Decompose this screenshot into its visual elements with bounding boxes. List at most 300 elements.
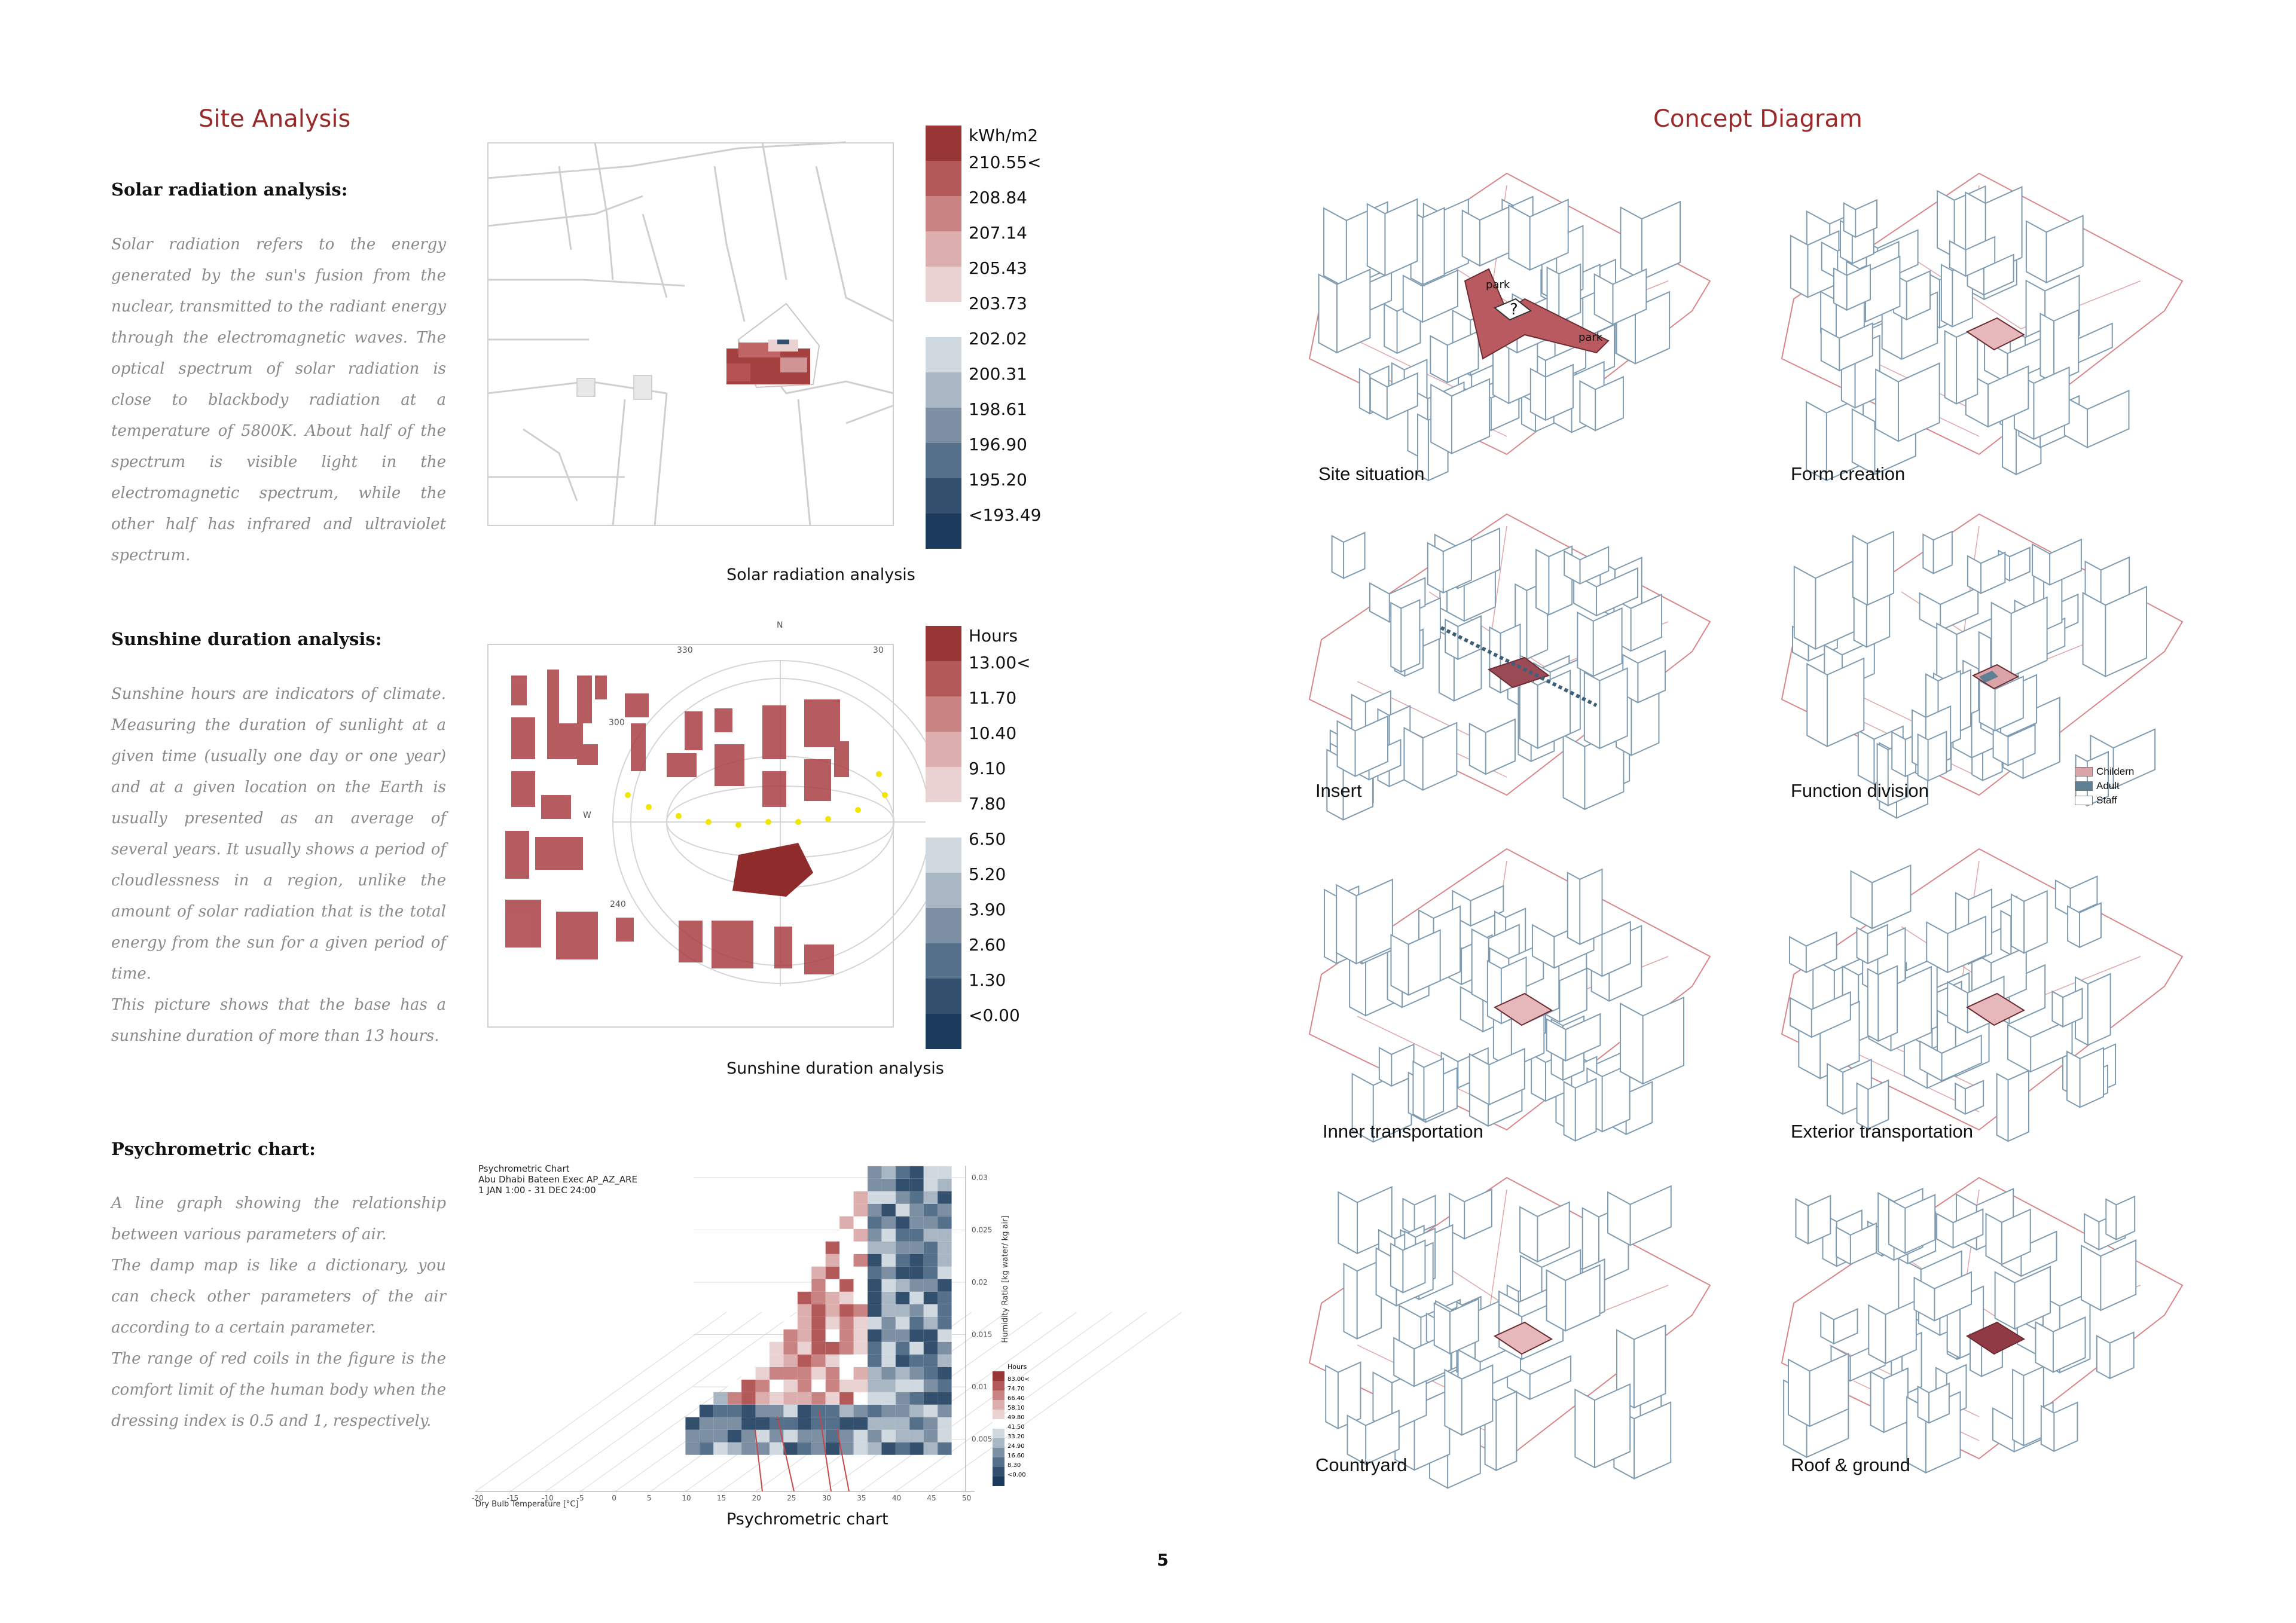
psychro-cell <box>924 1279 938 1292</box>
psychro-cell <box>896 1442 909 1455</box>
psychro-cell <box>741 1380 755 1392</box>
psychro-paragraph-1: A line graph showing the relationship between various parameters of air. <box>111 1194 446 1243</box>
psychro-cell <box>868 1242 881 1254</box>
psychro-cell <box>938 1317 951 1329</box>
building-block <box>1794 561 1855 649</box>
building-block <box>1336 879 1393 964</box>
building-block <box>1445 1365 1492 1435</box>
psychro-legend-swatch <box>993 1400 1004 1410</box>
sunshine-legend-label: 10.40 <box>969 723 1017 743</box>
solar-legend-label: 207.14 <box>969 223 1027 243</box>
concept-label-inner: Inner transportation <box>1323 1121 1483 1142</box>
psychro-legend-label: 8.30 <box>1007 1462 1021 1469</box>
sunshine-legend-label: 9.10 <box>969 759 1006 778</box>
psychrometric-chart <box>466 1130 1040 1509</box>
psychro-cell <box>685 1430 699 1442</box>
psychro-cell <box>896 1229 909 1242</box>
psychro-cell <box>938 1355 951 1367</box>
psychro-cell <box>909 1442 923 1455</box>
psychro-text <box>111 1188 446 1436</box>
psychro-cell <box>854 1367 868 1380</box>
psychro-cell <box>713 1442 727 1455</box>
psychro-cell <box>938 1217 951 1229</box>
psychro-cell <box>896 1430 909 1442</box>
psychro-cell <box>854 1304 868 1317</box>
psychro-cell <box>770 1355 783 1367</box>
psychro-cell <box>783 1380 797 1392</box>
concept-axonometric-function <box>1782 502 2188 801</box>
sunshine-legend-label: 13.00< <box>969 653 1031 673</box>
building-block <box>1577 608 1622 676</box>
building-block <box>1821 1309 1857 1344</box>
psychro-cell <box>924 1329 938 1342</box>
building-block <box>1332 533 1365 578</box>
building-block <box>1920 588 1979 631</box>
psychro-cell <box>700 1405 713 1417</box>
psychro-cell <box>924 1405 938 1417</box>
psychro-legend-swatch <box>993 1457 1004 1467</box>
psychro-cell <box>909 1217 923 1229</box>
psychro-cell <box>881 1254 895 1267</box>
solar-legend-label: 208.84 <box>969 188 1027 207</box>
psychro-cell <box>881 1430 895 1442</box>
psychro-cell <box>868 1342 881 1355</box>
building-block <box>1391 1240 1425 1293</box>
psychro-legend-swatch <box>993 1438 1004 1448</box>
psychro-cell <box>881 1191 895 1204</box>
psychro-cell <box>798 1380 811 1392</box>
sunshine-paragraph-2: This picture shows that the base has a sunshine duration of more than 13 hours. <box>111 996 446 1045</box>
psychro-cell <box>783 1367 797 1380</box>
concept-axonometric-form <box>1782 161 2188 460</box>
psychro-cell <box>924 1204 938 1217</box>
psychro-cell <box>685 1417 699 1430</box>
psychro-cell <box>839 1267 853 1279</box>
solar-legend-label: 203.73 <box>969 294 1027 313</box>
psychro-cell <box>826 1367 839 1380</box>
psychro-cell <box>854 1405 868 1417</box>
building-block <box>1620 201 1680 280</box>
psychro-legend-swatch <box>993 1381 1004 1390</box>
psychro-cell <box>798 1329 811 1342</box>
psychro-cell <box>783 1430 797 1442</box>
psychro-cell <box>909 1392 923 1405</box>
psychro-cell <box>826 1380 839 1392</box>
solar-caption: Solar radiation analysis <box>726 566 915 584</box>
sunshine-legend-label: 1.30 <box>969 970 1006 990</box>
psychro-y-tick: 0.01 <box>972 1383 988 1391</box>
psychro-cell <box>868 1442 881 1455</box>
building-block <box>1404 723 1457 790</box>
psychro-cell <box>826 1267 839 1279</box>
psychro-cell <box>839 1217 853 1229</box>
sunshine-legend-swatch <box>926 979 961 1014</box>
psychro-cell <box>700 1430 713 1442</box>
concept-label-function: Function division <box>1791 780 1929 801</box>
children-swatch <box>2075 767 2093 777</box>
psychro-cell <box>728 1380 741 1392</box>
psychro-cell <box>938 1279 951 1292</box>
psychro-cell <box>811 1442 825 1455</box>
building-block <box>1326 1362 1360 1429</box>
psychro-cell <box>741 1430 755 1442</box>
building-block <box>1868 966 1897 1041</box>
psychro-cell <box>881 1329 895 1342</box>
sunshine-legend-swatch <box>926 908 961 943</box>
building-block <box>1923 531 1952 573</box>
psychro-cell <box>854 1179 868 1191</box>
psychro-legend-label: 16.60 <box>1007 1453 1025 1459</box>
concept-axonometric-roof <box>1782 1166 2188 1465</box>
building-block <box>1790 933 1837 973</box>
concept-label-roof: Roof & ground <box>1791 1454 1910 1475</box>
psychro-caption: Psychrometric chart <box>726 1510 889 1529</box>
compass-30: 30 <box>873 646 884 655</box>
psychro-cell <box>881 1405 895 1417</box>
psychro-x-tick: 0 <box>612 1494 616 1502</box>
psychro-cell <box>924 1304 938 1317</box>
psychro-legend-swatch <box>993 1371 1004 1381</box>
psychro-cell <box>896 1179 909 1191</box>
sunshine-legend-label: 7.80 <box>969 794 1006 814</box>
psychro-x-tick: 30 <box>822 1494 831 1502</box>
psychro-cell <box>938 1430 951 1442</box>
building-block <box>1796 1196 1830 1243</box>
sunshine-legend-swatch <box>926 661 961 696</box>
psychro-cell <box>741 1417 755 1430</box>
psychro-legend-label: 66.40 <box>1007 1395 1025 1402</box>
solar-legend-label: 210.55< <box>969 152 1042 172</box>
psychro-cell <box>909 1166 923 1179</box>
psychro-cell <box>868 1267 881 1279</box>
solar-radiation-map <box>487 142 894 526</box>
psychro-heading: Psychrometric chart: <box>111 1139 316 1159</box>
psychro-cell <box>839 1254 853 1267</box>
sunshine-legend-label: 6.50 <box>969 829 1006 849</box>
building-block <box>2067 1048 2103 1107</box>
psychro-cell <box>909 1279 923 1292</box>
psychro-cell <box>881 1392 895 1405</box>
psychro-cell <box>839 1342 853 1355</box>
psychro-cell <box>741 1367 755 1380</box>
psychro-cell <box>909 1304 923 1317</box>
psychro-cell <box>868 1217 881 1229</box>
building-block <box>1413 1059 1443 1120</box>
psychro-cell <box>938 1166 951 1179</box>
psychro-cell <box>854 1217 868 1229</box>
building-block <box>2081 1240 2136 1310</box>
building-block <box>2041 1402 2078 1451</box>
solar-legend-label: 195.20 <box>969 470 1027 490</box>
building-block <box>1620 997 1684 1083</box>
psychro-cell <box>881 1229 895 1242</box>
psychro-cell <box>728 1442 741 1455</box>
psychro-x-tick: 10 <box>682 1494 691 1502</box>
psychro-cell <box>938 1417 951 1430</box>
psychro-cell <box>868 1254 881 1267</box>
psychro-y-tick: 0.02 <box>972 1278 988 1286</box>
psychro-cell <box>854 1329 868 1342</box>
psychro-cell <box>811 1329 825 1342</box>
psychro-cell <box>924 1392 938 1405</box>
psychro-cell <box>868 1392 881 1405</box>
psychro-cell <box>868 1329 881 1342</box>
compass-n: N <box>777 621 783 630</box>
psychro-cell <box>770 1380 783 1392</box>
psychro-cell <box>826 1304 839 1317</box>
psychro-cell <box>854 1242 868 1254</box>
staff-swatch <box>2075 796 2093 805</box>
psychro-cell <box>896 1166 909 1179</box>
psychro-cell <box>868 1380 881 1392</box>
concept-label-exterior: Exterior transportation <box>1791 1121 1973 1142</box>
psychro-cell <box>854 1292 868 1304</box>
psychro-cell <box>783 1329 797 1342</box>
psychro-cell <box>896 1254 909 1267</box>
psychro-cell <box>909 1367 923 1380</box>
solar-legend-swatch <box>926 267 961 302</box>
children-label: Childern <box>2096 766 2135 777</box>
psychro-cell <box>896 1292 909 1304</box>
sunshine-legend-unit: Hours <box>969 626 1018 646</box>
psychro-cell <box>700 1417 713 1430</box>
psychro-cell <box>811 1392 825 1405</box>
concept-axonometric-insert <box>1309 502 1716 801</box>
psychro-x-tick: 25 <box>787 1494 796 1502</box>
psychro-cell <box>924 1417 938 1430</box>
solar-legend-label: 198.61 <box>969 399 1027 419</box>
psychro-cell <box>839 1229 853 1242</box>
concept-title: Concept Diagram <box>1653 105 1863 133</box>
psychro-x-tick: 35 <box>857 1494 866 1502</box>
psychro-cell <box>811 1417 825 1430</box>
psychro-cell <box>839 1367 853 1380</box>
psychro-cell <box>909 1242 923 1254</box>
psychro-cell <box>909 1191 923 1204</box>
park-label: park <box>1578 331 1603 344</box>
psychro-cell <box>798 1417 811 1430</box>
psychro-cell <box>839 1304 853 1317</box>
psychro-legend-label: 33.20 <box>1007 1434 1025 1440</box>
psychro-cell <box>770 1342 783 1355</box>
solar-legend-swatch <box>926 302 961 337</box>
building-block <box>1851 865 1911 928</box>
psychro-cell <box>881 1166 895 1179</box>
psychro-cell <box>854 1279 868 1292</box>
psychro-cell <box>728 1417 741 1430</box>
psychro-cell <box>896 1191 909 1204</box>
psychro-cell <box>741 1442 755 1455</box>
psychro-cell <box>868 1317 881 1329</box>
psychro-cell <box>938 1229 951 1242</box>
psychro-cell <box>868 1229 881 1242</box>
psychro-cell <box>798 1442 811 1455</box>
psychro-cell <box>896 1367 909 1380</box>
building-block <box>1520 1202 1570 1262</box>
psychro-cell <box>826 1442 839 1455</box>
psychro-cell <box>896 1380 909 1392</box>
sunshine-legend-swatch <box>926 767 961 802</box>
psychro-cell <box>896 1342 909 1355</box>
psychro-cell <box>938 1267 951 1279</box>
sunshine-duration-map <box>487 616 894 1028</box>
sunshine-text <box>111 678 446 1052</box>
psychro-cell <box>938 1329 951 1342</box>
psychro-y-label: Humidity Ratio [kg water/ kg air] <box>1001 1215 1010 1343</box>
psychro-cell <box>839 1380 853 1392</box>
psychro-cell <box>924 1229 938 1242</box>
building-block <box>2026 216 2083 283</box>
legend-children <box>2075 765 2134 779</box>
psychro-cell <box>728 1405 741 1417</box>
psychro-legend-label: <0.00 <box>1007 1472 1026 1478</box>
psychro-cell <box>854 1317 868 1329</box>
psychro-cell <box>896 1392 909 1405</box>
concept-axonometric-inner <box>1309 837 1716 1136</box>
building-block <box>1391 600 1419 672</box>
building-block <box>1997 1071 2029 1141</box>
psychro-cell <box>826 1405 839 1417</box>
concept-label-courtyard: Countryard <box>1315 1454 1407 1475</box>
psychro-cell <box>700 1442 713 1455</box>
psychro-cell <box>783 1342 797 1355</box>
concept-axonometric-courtyard <box>1309 1166 1716 1465</box>
psychro-cell <box>854 1267 868 1279</box>
psychro-y-tick: 0.015 <box>972 1330 993 1339</box>
psychro-cell <box>756 1392 770 1405</box>
psychro-cell <box>881 1442 895 1455</box>
legend-adult <box>2075 779 2134 793</box>
building-block <box>2097 1332 2134 1379</box>
building-block <box>2011 891 2047 953</box>
sunshine-legend-swatch <box>926 943 961 979</box>
psychro-cell <box>881 1217 895 1229</box>
psychro-cell <box>756 1417 770 1430</box>
psychro-x-tick: -10 <box>542 1494 554 1502</box>
psychro-cell <box>798 1430 811 1442</box>
psychro-cell <box>909 1417 923 1430</box>
concept-label-insert: Insert <box>1315 780 1362 801</box>
solar-legend-label: 205.43 <box>969 258 1027 278</box>
psychro-cell <box>868 1292 881 1304</box>
psychro-legend-label: 41.50 <box>1007 1424 1025 1431</box>
sunshine-legend <box>926 626 1051 1032</box>
psychro-cell <box>881 1380 895 1392</box>
psychro-cell <box>924 1342 938 1355</box>
psychro-cell <box>811 1342 825 1355</box>
psychro-cell <box>909 1380 923 1392</box>
sunshine-legend-swatch <box>926 838 961 873</box>
psychro-cell <box>924 1179 938 1191</box>
building-block <box>1807 658 1864 746</box>
psychro-cell <box>811 1279 825 1292</box>
psychro-legend-swatch <box>993 1410 1004 1419</box>
psychro-cell <box>909 1179 923 1191</box>
psychro-cell <box>924 1317 938 1329</box>
solar-legend-swatch <box>926 372 961 408</box>
psychro-y-tick: 0.025 <box>972 1225 993 1234</box>
psychro-cell <box>909 1317 923 1329</box>
solar-legend-label: <193.49 <box>969 505 1042 525</box>
psychro-cell <box>811 1355 825 1367</box>
building-block <box>1568 869 1602 944</box>
psychro-x-tick: 15 <box>717 1494 726 1502</box>
psychro-paragraph-2: The damp map is like a dictionary, you can check other parameters of the air according to a certain parameter. <box>111 1257 446 1337</box>
psychro-cell <box>826 1417 839 1430</box>
psychro-cell <box>896 1405 909 1417</box>
psychro-cell <box>713 1430 727 1442</box>
psychro-cell <box>881 1292 895 1304</box>
staff-label: Staff <box>2096 794 2117 806</box>
psychro-legend-unit: Hours <box>1007 1363 1027 1371</box>
psychro-legend-swatch <box>993 1390 1004 1400</box>
psychro-cell <box>839 1355 853 1367</box>
psychro-legend-swatch <box>993 1477 1004 1486</box>
building-block <box>2013 1367 2044 1445</box>
psychro-cell <box>881 1367 895 1380</box>
solar-heading: Solar radiation analysis: <box>111 179 348 200</box>
psychro-x-tick: -20 <box>472 1494 484 1502</box>
building-block <box>1945 328 1978 404</box>
building-block <box>1955 1081 1983 1114</box>
adult-swatch <box>2075 781 2093 791</box>
psychro-cell <box>741 1405 755 1417</box>
psychro-cell <box>798 1317 811 1329</box>
building-block <box>1918 732 1947 781</box>
psychro-y-tick: 0.03 <box>972 1173 988 1182</box>
psychro-paragraph-3: The range of red coils in the figure is the comfort limit of the human body when the dressing index is 0.5 and 1, respectively. <box>111 1350 446 1430</box>
psychro-cell <box>924 1166 938 1179</box>
psychro-cell <box>770 1367 783 1380</box>
building-block <box>1319 270 1370 353</box>
sunshine-legend-label: 3.90 <box>969 900 1006 919</box>
psychro-legend-swatch <box>993 1419 1004 1429</box>
psychro-cell <box>868 1279 881 1292</box>
solar-legend-swatch <box>926 478 961 514</box>
psychro-cell <box>868 1430 881 1442</box>
building-block <box>1608 1186 1671 1245</box>
psychro-cell <box>924 1254 938 1267</box>
psychro-cell <box>924 1380 938 1392</box>
psychro-cell <box>839 1405 853 1417</box>
psychro-cell <box>868 1355 881 1367</box>
psychro-cell <box>741 1392 755 1405</box>
sunshine-legend-swatch <box>926 802 961 838</box>
psychro-cell <box>938 1179 951 1191</box>
psychro-cell <box>839 1292 853 1304</box>
psychro-legend-swatch <box>993 1448 1004 1457</box>
psychro-cell <box>728 1392 741 1405</box>
solar-legend-swatch <box>926 514 961 549</box>
psychro-cell <box>756 1367 770 1380</box>
psychro-cell <box>826 1279 839 1292</box>
psychro-cell <box>770 1392 783 1405</box>
solar-legend-label: 196.90 <box>969 435 1027 454</box>
psychro-cell <box>881 1342 895 1355</box>
psychro-cell <box>783 1392 797 1405</box>
psychro-cell <box>909 1292 923 1304</box>
psychro-cell <box>713 1392 727 1405</box>
psychro-cell <box>938 1442 951 1455</box>
sunshine-legend-label: 5.20 <box>969 864 1006 884</box>
psychro-cell <box>868 1405 881 1417</box>
psychro-cell <box>896 1329 909 1342</box>
psychro-x-tick: -5 <box>576 1494 584 1502</box>
building-block <box>1470 719 1515 774</box>
solar-legend-swatch <box>926 408 961 443</box>
psychro-cell <box>896 1317 909 1329</box>
psychro-cell <box>909 1355 923 1367</box>
